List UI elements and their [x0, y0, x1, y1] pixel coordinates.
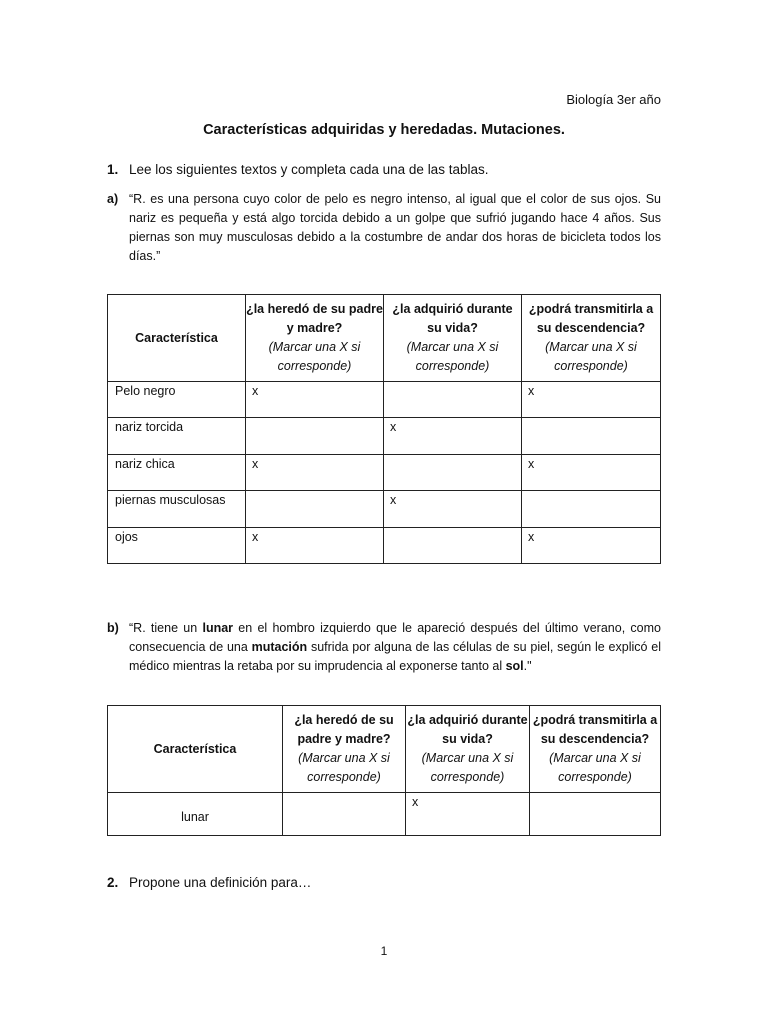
paragraph-b — [107, 619, 661, 676]
table-b-header-transmit — [530, 706, 661, 793]
table-b-header-acquired-note: (Marcar una X si corresponde) — [421, 751, 514, 784]
table-row — [108, 418, 661, 455]
table-b-header-inherited-note: (Marcar una X si corresponde) — [298, 751, 390, 784]
question-2-number: 2. — [107, 875, 119, 890]
table-b-header-transmit-note: (Marcar una X si corresponde) — [549, 751, 641, 784]
table-cell-characteristic: nariz torcida — [108, 418, 246, 455]
table-row — [108, 528, 661, 564]
table-cell-acquired — [384, 528, 522, 564]
keyword-sol: sol — [505, 659, 524, 673]
paragraph-b-text — [129, 619, 661, 676]
table-a-header-inherited-question: ¿la heredó de su padre y madre? — [246, 302, 383, 335]
table-row — [108, 793, 661, 836]
table-a-header-characteristic: Característica — [108, 295, 246, 382]
question-1-number: 1. — [107, 162, 119, 177]
page-title: Características adquiridas y heredadas. Mutaciones. — [203, 122, 565, 138]
table-a-header-row — [108, 295, 661, 382]
subject-header: Biología 3er año — [566, 92, 661, 107]
paragraph-b-text-part: sufrida por alguna de las células de su piel, según le explicó el médico mientras la retaba por su imprudencia al exponerse tanto al — [129, 640, 661, 673]
table-cell-transmit: x — [522, 382, 661, 418]
paragraph-a-label: a) — [107, 192, 119, 206]
question-2-text: Propone una definición para… — [129, 875, 312, 890]
table-b-header-characteristic: Característica — [108, 706, 283, 793]
table-a-header-transmit-question: ¿podrá transmitirla a su descendencia? — [528, 302, 654, 335]
table-cell-inherited: x — [246, 528, 384, 564]
question-1 — [107, 162, 488, 177]
table-a — [107, 294, 661, 564]
table-row — [108, 455, 661, 491]
paragraph-b-text-part: en el hombro izquierdo que le apareció después del último verano, como consecuencia de una — [129, 621, 662, 654]
table-cell-inherited — [246, 418, 384, 455]
table-cell-acquired — [384, 382, 522, 418]
table-cell-characteristic: lunar — [108, 793, 283, 836]
keyword-mutacion: mutación — [251, 640, 308, 654]
table-a-header-transmit — [522, 295, 661, 382]
keyword-lunar: lunar — [202, 621, 234, 635]
table-cell-transmit: x — [522, 455, 661, 491]
table-cell-inherited: x — [246, 455, 384, 491]
table-cell-characteristic: nariz chica — [108, 455, 246, 491]
table-cell-acquired — [384, 455, 522, 491]
table-b-header-inherited-question: ¿la heredó de su padre y madre? — [294, 713, 394, 746]
question-1-text: Lee los siguientes textos y completa cada una de las tablas. — [129, 162, 489, 177]
table-cell-inherited — [283, 793, 406, 836]
table-cell-characteristic: ojos — [108, 528, 246, 564]
table-row — [108, 382, 661, 418]
table-cell-acquired: x — [406, 793, 530, 836]
table-b-header-row — [108, 706, 661, 793]
table-row — [108, 491, 661, 528]
table-a-header-transmit-note: (Marcar una X si corresponde) — [545, 340, 637, 373]
paragraph-a — [107, 190, 661, 266]
table-a-header-acquired-question: ¿la adquirió durante su vida? — [392, 302, 513, 335]
question-2 — [107, 875, 311, 890]
table-b-header-inherited — [283, 706, 406, 793]
table-cell-transmit: x — [522, 528, 661, 564]
table-a-header-inherited-note: (Marcar una X si corresponde) — [268, 340, 361, 373]
table-a-header-inherited — [246, 295, 384, 382]
paragraph-b-text-part: ." — [523, 659, 532, 673]
table-b-header-acquired-question: ¿la adquirió durante su vida? — [407, 713, 528, 746]
table-cell-transmit — [522, 491, 661, 528]
page-number: 1 — [380, 944, 388, 958]
table-b-header-acquired — [406, 706, 530, 793]
table-cell-acquired: x — [384, 491, 522, 528]
table-cell-characteristic: Pelo negro — [108, 382, 246, 418]
table-cell-characteristic: piernas musculosas — [108, 491, 246, 528]
table-cell-inherited: x — [246, 382, 384, 418]
table-cell-inherited — [246, 491, 384, 528]
paragraph-b-label: b) — [107, 621, 119, 635]
paragraph-b-text-part: “R. tiene un — [129, 621, 203, 635]
table-cell-transmit — [530, 793, 661, 836]
table-a-header-acquired-note: (Marcar una X si corresponde) — [406, 340, 499, 373]
table-a-header-acquired — [384, 295, 522, 382]
table-b-header-transmit-question: ¿podrá transmitirla a su descendencia? — [532, 713, 658, 746]
paragraph-a-text: “R. es una persona cuyo color de pelo es negro intenso, al igual que el color de sus ojos. Su nariz es pequeña y está algo torcida debido a un golpe que sufrió jugando hace 4 años. Sus piernas son muy musculosas debido a la costumbre de andar dos horas de bicicleta todos los días.” — [129, 192, 661, 263]
table-cell-transmit — [522, 418, 661, 455]
table-cell-acquired: x — [384, 418, 522, 455]
table-b — [107, 705, 661, 836]
